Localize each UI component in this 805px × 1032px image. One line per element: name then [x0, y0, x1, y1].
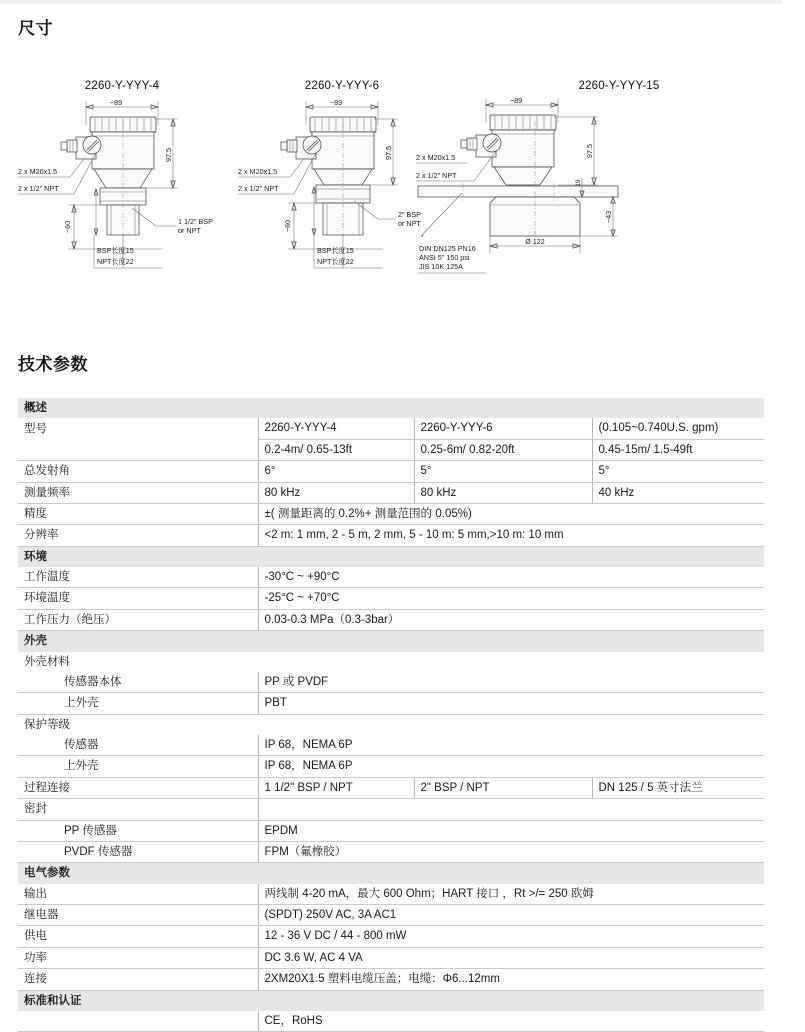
flange-thickness-label: 19: [575, 179, 582, 187]
width-dimension-label: ~89: [109, 98, 123, 107]
spec-group-title: 电气参数: [18, 863, 764, 884]
spec-group-title: 概述: [18, 398, 764, 418]
spec-row-value: (SPDT) 250V AC, 3A AC1: [258, 905, 764, 926]
spec-row-value: -30°C ~ +90°C: [258, 567, 764, 588]
spec-row: [18, 777, 764, 798]
spec-row-value: DC 3.6 W, AC 4 VA: [258, 947, 764, 968]
width-dimension-label: ~89: [329, 98, 343, 107]
spec-group-header: [18, 546, 764, 567]
flange-note-din: DIN DN125 PN16: [419, 244, 476, 253]
dimension-drawings: [0, 75, 782, 295]
gland-label-npt: 2 x 1/2" NPT: [18, 184, 59, 193]
spec-row-value-col3: 40 kHz: [592, 482, 764, 503]
gland-label-npt: 2 x 1/2" NPT: [238, 184, 279, 193]
spec-row-value-col1: 2260-Y-YYY-4: [258, 418, 414, 439]
spec-row-label: 密封: [18, 799, 258, 820]
spec-row: [18, 439, 764, 460]
spec-row-value-col3: DN 125 / 5 英寸法兰: [592, 777, 764, 798]
spec-row-label: 连接: [18, 969, 258, 990]
spec-group-title: 外壳: [18, 631, 764, 652]
height-dimension-label: 97.5: [164, 148, 173, 162]
spec-row-value: 两线制 4-20 mA，最大 600 Ohm；HART 接口 ，Rt >/= 250 欧姆: [258, 884, 764, 905]
spec-row: [18, 525, 764, 546]
flange-note-jis: JIS 10K 125A: [419, 262, 463, 271]
spec-row-value: [258, 714, 764, 735]
spec-group-header: [18, 863, 764, 884]
spec-row-label: 供电: [18, 926, 258, 947]
spec-row-value: <2 m: 1 mm, 2 - 5 m, 2 mm, 5 - 10 m: 5 mm,>10 m: 10 mm: [258, 525, 764, 546]
spec-row-label: PVDF 传感器: [18, 841, 258, 862]
spec-row: [18, 947, 764, 968]
spec-row-label: 功率: [18, 947, 258, 968]
spec-row-label: 总发射角: [18, 461, 258, 482]
thread-note-npt: NPT长度22: [317, 257, 354, 266]
lower-height-dimension-label: ~60: [283, 219, 292, 233]
spec-row: [18, 503, 764, 524]
spec-row: [18, 672, 764, 693]
flange-note-ansi: ANSI 5" 150 psi: [419, 253, 470, 262]
spec-row-value: FPM（氟橡胶）: [258, 841, 764, 862]
top-band: [0, 0, 782, 4]
spec-row: [18, 884, 764, 905]
spec-row-label: 传感器本体: [18, 672, 258, 693]
spec-row-value: IP 68，NEMA 6P: [258, 756, 764, 777]
spec-row-label: 保护等级: [24, 718, 70, 731]
spec-row-label: 过程连接: [18, 777, 258, 798]
spec-row: [18, 567, 764, 588]
spec-row-value: IP 68，NEMA 6P: [258, 735, 764, 756]
spec-row-value-col2: 2260-Y-YYY-6: [414, 418, 592, 439]
flange-note-asterisk: *: [421, 234, 424, 241]
spec-row-value: -25°C ~ +70°C: [258, 588, 764, 609]
spec-row: [18, 418, 764, 439]
spec-row: [18, 482, 764, 503]
dimensions-section-title: 尺寸: [18, 19, 53, 38]
thread-label-line2: or NPT: [398, 219, 421, 228]
gland-label-metric: 2 x M20x1.5: [238, 167, 278, 176]
spec-row-label: 环境温度: [18, 588, 258, 609]
spec-row-value-col2: 0.25-6m/ 0.82-20ft: [414, 439, 592, 460]
spec-group-header: [18, 990, 764, 1011]
spec-row-value-col3: (0.105~0.740U.S. gpm): [592, 418, 764, 439]
spec-row-value: [258, 652, 764, 672]
drawing-caption: 2260-Y-YYY-15: [578, 80, 660, 92]
spec-group-title: 标准和认证: [18, 990, 764, 1011]
thread-label-line1: 2" BSP: [398, 210, 421, 219]
spec-row-value: PBT: [258, 693, 764, 714]
drawing-2260-Y-YYY-4: [8, 75, 256, 295]
spec-row-value: 2XM20X1.5 塑料电缆压盖；电缆：Φ6...12mm: [258, 969, 764, 990]
spec-row-value: PP 或 PVDF: [258, 672, 764, 693]
spec-row-label: 外壳材料: [24, 655, 70, 668]
spec-row-value: EPDM: [258, 820, 764, 841]
spec-row-value: [258, 799, 764, 820]
thread-note-bsp: BSP长度15: [97, 246, 134, 255]
drawing-caption: 2260-Y-YYY-6: [304, 80, 380, 92]
spec-row-label: 测量频率: [18, 482, 258, 503]
spec-row: [18, 693, 764, 714]
spec-row: [18, 652, 764, 672]
spec-group-header: [18, 398, 764, 418]
spec-row-label: [18, 439, 258, 460]
spec-row-value-col2: 80 kHz: [414, 482, 592, 503]
spec-row-label: [18, 1011, 258, 1032]
spec-row: [18, 799, 764, 820]
gland-label-metric: 2 x M20x1.5: [416, 153, 456, 162]
technical-parameters-section-title: 技术参数: [18, 355, 88, 374]
spec-row-label: 工作压力（绝压）: [18, 609, 258, 630]
spec-row: [18, 926, 764, 947]
lower-height-dimension-label: ~43: [604, 210, 613, 224]
height-dimension-label: 97.5: [585, 144, 594, 158]
spec-row-value-col1: 1 1/2" BSP / NPT: [258, 777, 414, 798]
diameter-label: Ø 122: [525, 237, 545, 246]
spec-row-value-col2: 5°: [414, 461, 592, 482]
thread-label-line1: 1 1/2" BSP: [178, 217, 213, 226]
gland-label-npt: 2 x 1/2" NPT: [416, 171, 457, 180]
spec-row-value-col3: 0.45-15m/ 1.5-49ft: [592, 439, 764, 460]
spec-row-value: CE，RoHS: [258, 1011, 764, 1032]
spec-row: [18, 609, 764, 630]
spec-row: [18, 820, 764, 841]
thread-label-line2: or NPT: [178, 226, 201, 235]
spec-row: [18, 841, 764, 862]
spec-row: [18, 735, 764, 756]
spec-row-label: PP 传感器: [18, 820, 258, 841]
spec-row-value: ±( 测量距离的 0.2%+ 测量范围的 0.05%): [258, 503, 764, 524]
spec-row-label: 工作温度: [18, 567, 258, 588]
spec-group-title: 环境: [18, 546, 764, 567]
spec-row-label: 分辨率: [18, 525, 258, 546]
spec-row: [18, 905, 764, 926]
drawing-2260-Y-YYY-15: [408, 75, 780, 295]
spec-row-label: 精度: [18, 503, 258, 524]
spec-row-label: 输出: [18, 884, 258, 905]
spec-row-label: 型号: [24, 422, 47, 435]
spec-group-header: [18, 631, 764, 652]
thread-note-bsp: BSP长度15: [317, 246, 354, 255]
spec-row: [18, 461, 764, 482]
spec-row-value-col1: 0.2-4m/ 0.65-13ft: [258, 439, 414, 460]
thread-note-npt: NPT长度22: [97, 257, 134, 266]
spec-row-value: 12 - 36 V DC / 44 - 800 mW: [258, 926, 764, 947]
spec-row: [18, 588, 764, 609]
gland-label-metric: 2 x M20x1.5: [18, 167, 58, 176]
height-dimension-label: 97.5: [384, 146, 393, 160]
drawing-caption: 2260-Y-YYY-4: [84, 80, 160, 92]
spec-row-value-col2: 2" BSP / NPT: [414, 777, 592, 798]
width-dimension-label: ~89: [509, 96, 523, 105]
specification-table: [18, 398, 764, 1032]
spec-row-value-col3: 5°: [592, 461, 764, 482]
spec-row-value: 0.03-0.3 MPa（0.3-3bar）: [258, 609, 764, 630]
spec-row-value-col1: 80 kHz: [258, 482, 414, 503]
spec-row: [18, 1011, 764, 1032]
spec-row-value-col1: 6°: [258, 461, 414, 482]
spec-row: [18, 714, 764, 735]
spec-row-label: 上外壳: [18, 693, 258, 714]
lower-height-dimension-label: ~60: [63, 220, 72, 234]
spec-row: [18, 756, 764, 777]
spec-row-label: 继电器: [18, 905, 258, 926]
spec-row-label: 上外壳: [18, 756, 258, 777]
spec-row: [18, 969, 764, 990]
spec-row-label: 传感器: [18, 735, 258, 756]
